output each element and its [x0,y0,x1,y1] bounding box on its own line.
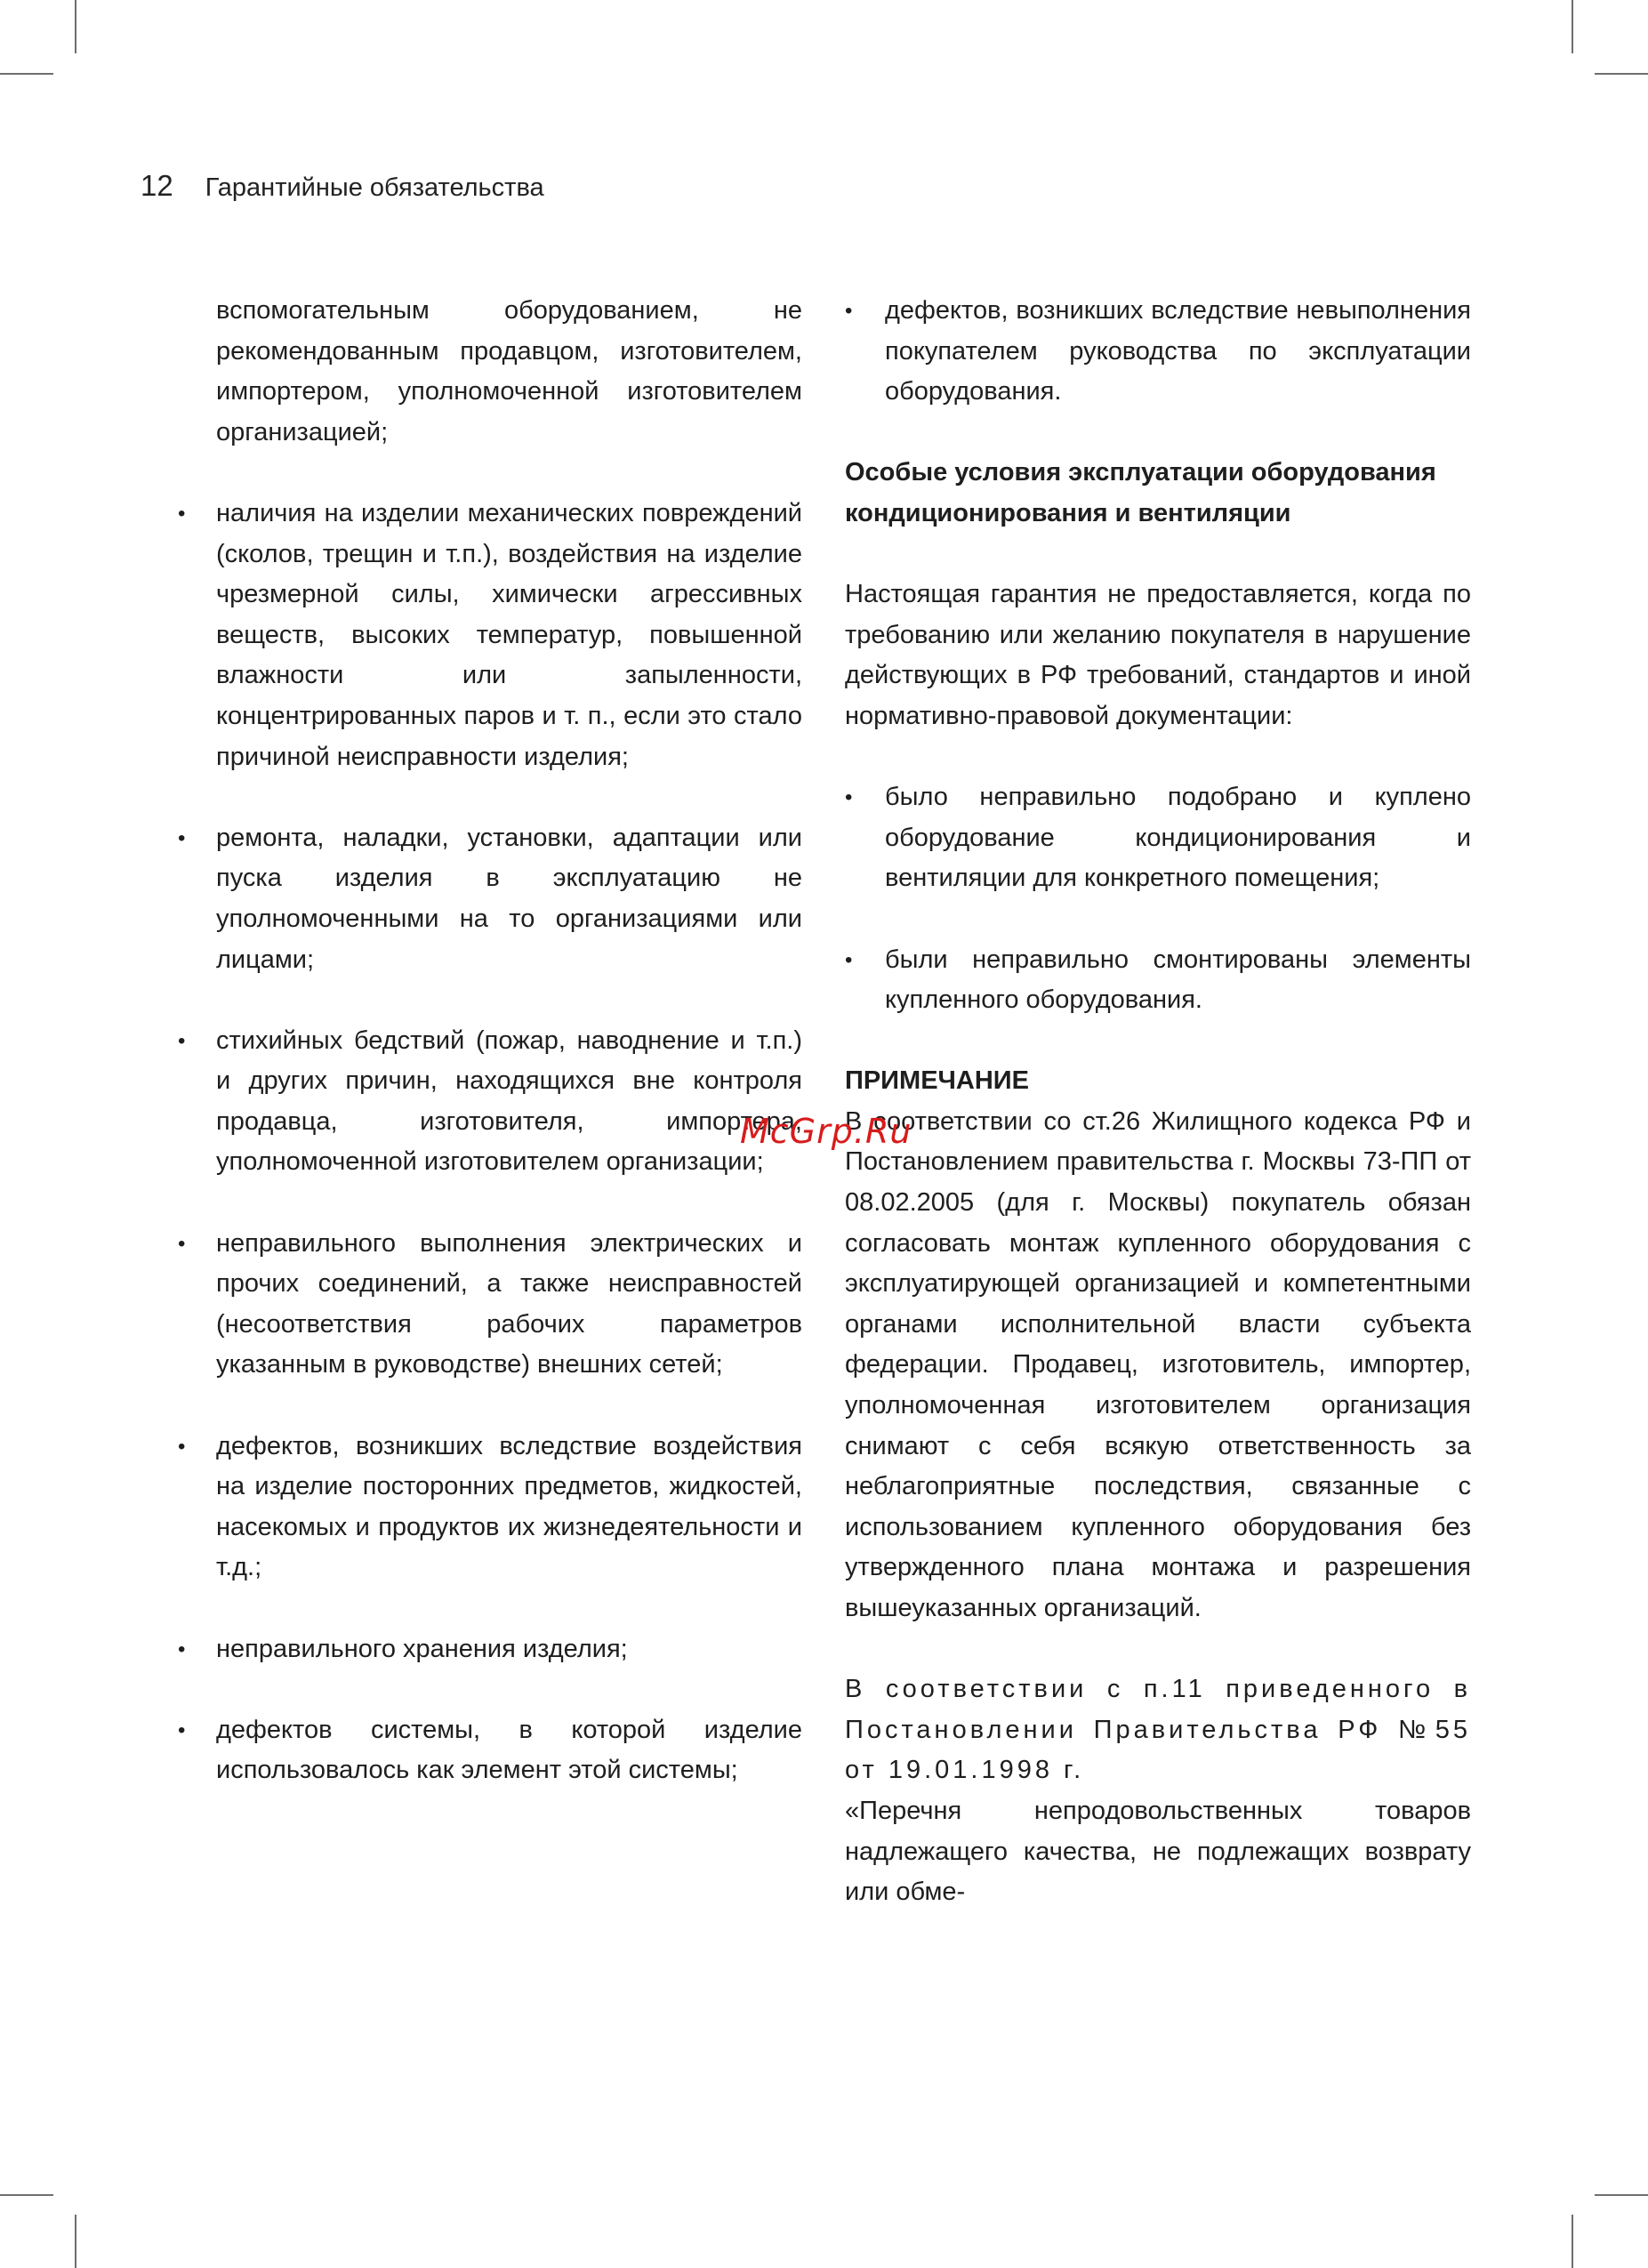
right-column [845,291,1471,1913]
bullet-icon: • [178,825,186,850]
list-quote-text: «Перечня непродовольственных товаров надлежащего качества, не подлежащих возврату или обме- [845,1796,1471,1907]
list-item-text: наличия на изделии механических повреждений (сколов, трещин и т.п.), воздействия на изделие чрезмерной силы, химически агрессивных веществ, высоких температур, повышенной влажности или запыленности, концентрированных паров и т. п., если это стало причиной неисправности изделия; [216,498,802,771]
special-conditions-heading: Особые условия эксплуатации оборудования кондиционирования и вентиляции [845,458,1436,527]
bullet-icon: • [178,1637,186,1661]
crop-mark [1572,2215,1573,2268]
list-item-text: дефектов системы, в которой изделие использовалось как элемент этой системы; [216,1715,802,1785]
list-item-text: неправильного хранения изделия; [216,1634,628,1663]
list-item-text: вспомогательным оборудованием, не рекомендованным продавцом, изготовителем, импортером, уполномоченной изготовителем организацией; [216,296,802,446]
bullet-icon: • [845,299,853,323]
bullet-icon: • [178,501,186,526]
bullet-icon: • [845,947,853,972]
crop-mark [0,73,53,75]
watermark: McGrp.Ru [740,1112,912,1151]
resolution-text: В соответствии с п.11 приведенного в Постановлении Правительства РФ №55 от 19.01.1998 г. [845,1675,1471,1785]
crop-mark [0,2194,53,2196]
section-title: Гарантийные обязательства [205,173,544,202]
list-item [178,1224,802,1386]
bullet-icon: • [178,1028,186,1053]
left-column [178,291,802,1832]
note-heading: ПРИМЕЧАНИЕ [845,1066,1029,1096]
list-item-text: стихийных бедствий (пожар, наводнение и т.п.) и других причин, находящихся вне контроля продавца, изготовителя, импортера, уполномоченной изготовителем организации; [216,1025,802,1177]
bullet-icon: • [178,1717,186,1742]
crop-mark [1595,73,1648,75]
bullet-icon: • [845,785,853,810]
list-item [845,291,1471,413]
list-item-text: неправильного выполнения электрических и прочих соединений, а также неисправностей (несоответствия рабочих параметров указанным в руководстве) внешних сетей; [216,1228,802,1379]
list-item [178,1021,802,1183]
special-conditions-intro: Настоящая гарантия не предоставляется, когда по требованию или желанию покупателя в нарушение действующих в РФ требований, стандартов и иной нормативно-правовой документации: [845,580,1471,730]
list-item-text: дефектов, возникших вследствие невыполнения покупателем руководства по эксплуатации оборудования. [885,296,1471,406]
list-item-text: ремонта, наладки, установки, адаптации или пуска изделия в эксплуатацию не уполномоченными на то организациями или лицами; [216,823,802,974]
list-item [845,777,1471,899]
crop-mark [1572,0,1573,53]
list-item-continuation [178,291,802,453]
list-item [845,940,1471,1021]
page-number: 12 [141,169,173,202]
list-item-text: было неправильно подобрано и куплено оборудование кондиционирования и вентиляции для конкретного помещения; [885,783,1471,893]
list-item [178,1710,802,1791]
list-item [178,1629,802,1670]
bullet-icon: • [178,1434,186,1459]
note-text: В соответствии со ст.26 Жилищного кодекса РФ и Постановлением правительства г. Москвы 73-ПП от 08.02.2005 (для г. Москвы) покупатель обязан согласовать монтаж купленного оборудования с эксплуатирующей организацией и компетентными органами исполнительной власти субъекта федерации. Продавец, изготовитель, импортер, уполномоченная изготовителем организация снимают с себя всякую ответственность за неблагоприятные последствия, связанные с использованием купленного оборудования без утвержденного плана монтажа и разрешения вышеуказанных организаций. [845,1106,1471,1622]
list-item [178,1427,802,1588]
crop-mark [75,0,76,53]
list-item-text: были неправильно смонтированы элементы купленного оборудования. [885,945,1471,1015]
list-item [178,494,802,777]
page-header [141,169,544,203]
list-item-text: дефектов, возникших вследствие воздействия на изделие посторонних предметов, жидкостей, насекомых и продуктов их жизнедеятельности и т.д.; [216,1431,802,1582]
crop-mark [75,2215,76,2268]
list-item [178,818,802,980]
bullet-icon: • [178,1231,186,1256]
crop-mark [1595,2194,1648,2196]
